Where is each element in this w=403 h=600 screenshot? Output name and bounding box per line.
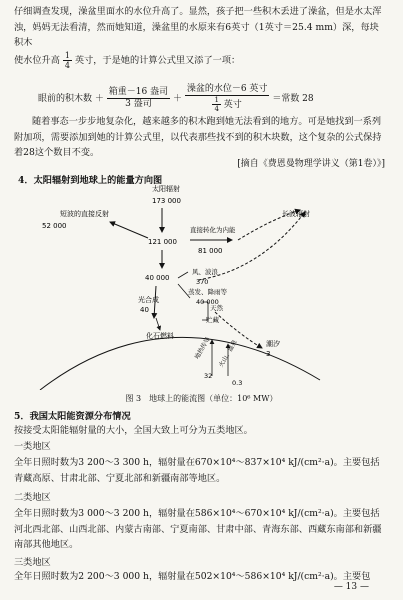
paragraph-text: 仔细调查发现，澡盆里面水的水位升高了。显然，孩子把一些积木丢进了澡盆，但是水太浑浊，妈妈无法看清，然而她知道，澡盆里的水原来有6英寸（1英寸＝25.4 mm）深，每块积木 — [14, 6, 382, 48]
class-2-text: 全年日照时数为3 000～3 200 h，辐射量在586×10⁴～670×10⁴ kJ/(cm²·a)。主要包括河北西北部、山西北部、内蒙古南部、宁夏南部、甘肃中部、青海东部、西藏东南部和新疆南部其他地区。 — [14, 508, 382, 550]
tide-value: 3 — [266, 350, 271, 358]
heat-conversion-value: 81 000 — [198, 247, 223, 255]
energy-40000-value: 40 000 — [145, 274, 170, 282]
wind-wave-value: 370 — [196, 278, 209, 286]
class-2-title: 二类地区 — [14, 492, 51, 503]
geothermal-value: 32 — [204, 372, 213, 380]
longwave-label: 长波辐射 — [282, 210, 310, 218]
natural-storage-label: 天然 — [210, 304, 223, 312]
evaporation-label: 蒸发、降雨等 — [188, 288, 227, 296]
section-heading: 5．我国太阳能资源分布情况 — [14, 411, 131, 422]
paragraph-blocks — [14, 4, 388, 70]
evaporation-value: 40 000 — [196, 298, 219, 306]
geothermal-label: 地热传导 — [193, 336, 212, 361]
photosynthesis-label: 光合成 — [138, 296, 159, 304]
solar-radiation-value: 173 000 — [152, 197, 181, 205]
formula-right: ＝常数 28 — [272, 94, 314, 104]
page-number: — 13 — — [333, 582, 369, 592]
formula-plus: ＋ — [172, 94, 182, 104]
fraction-water-level: 澡盆的水位－6 英寸 $\frac{1}{4}$ 英寸 — [186, 84, 268, 113]
class-3-text: 全年日照时数为2 200～3 000 h，辐射量在502×10⁴～586×10⁴ kJ/(cm²·a)。主要包 — [14, 571, 371, 582]
fraction-quarter: $\frac{1}{4}$ — [64, 50, 70, 70]
class-1-text: 全年日照时数为3 200～3 300 h，辐射量在670×10⁴～837×10⁴ kJ/(cm²·a)。主要包括青藏高原、甘肃北部、宁夏北部和新疆南部等地区。 — [14, 457, 380, 484]
tide-label: 潮汐 — [266, 340, 280, 348]
class-1-title: 一类地区 — [14, 441, 51, 452]
paragraph-text: 随着事态一步步地复杂化，越来越多的积木跑到她无法看到的地方。可是她找到一系列附加项，需要添加到她的计算公式里，以代表那些找不到的积木块数，这个复杂的公式保持着28这个数目不变。 — [14, 116, 382, 158]
short-reflect-label: 短波的直接反射 — [60, 210, 109, 218]
fossil-fuel-label: 化石燃料 — [146, 332, 174, 340]
photosynthesis-value: 40 — [140, 306, 149, 314]
volcano-value: 0.3 — [232, 379, 243, 387]
formula-left: 眼前的积木数 ＋ — [38, 94, 104, 104]
section-intro: 按接受太阳能辐射量的大小，全国大致上可分为五类地区。 — [14, 425, 253, 436]
wind-wave-label: 风、波浪 — [192, 268, 218, 276]
figure-heading: 4．太阳辐射到地球上的能量方向图 — [18, 175, 163, 186]
paragraph-text: 英寸，于是她的计算公式里又添了一项： — [74, 54, 241, 66]
heat-conversion-label: 直接转化为内能 — [190, 226, 236, 234]
volcano-label: 火山、温泉 — [217, 338, 239, 369]
center-energy-value: 121 000 — [148, 238, 177, 246]
class-3-title: 三类地区 — [14, 557, 51, 568]
solar-radiation-label: 太阳辐射 — [152, 185, 180, 193]
paragraph-text: 使水位升高 — [14, 54, 60, 66]
fraction-box-weight: $\frac{\text{箱重－16 盎司}}{\text{3 盎司}}$ — [108, 87, 169, 109]
energy-flow-diagram — [0, 180, 403, 390]
formula — [38, 84, 314, 113]
reference-citation: [摘自《费恩曼物理学讲义（第1卷）》] — [237, 159, 385, 169]
natural-storage-label-2: 贮藏 — [206, 316, 219, 324]
short-reflect-value: 52 000 — [42, 222, 67, 230]
figure-caption: 图 3 地球上的能流图（单位：10⁶ MW） — [125, 394, 278, 403]
